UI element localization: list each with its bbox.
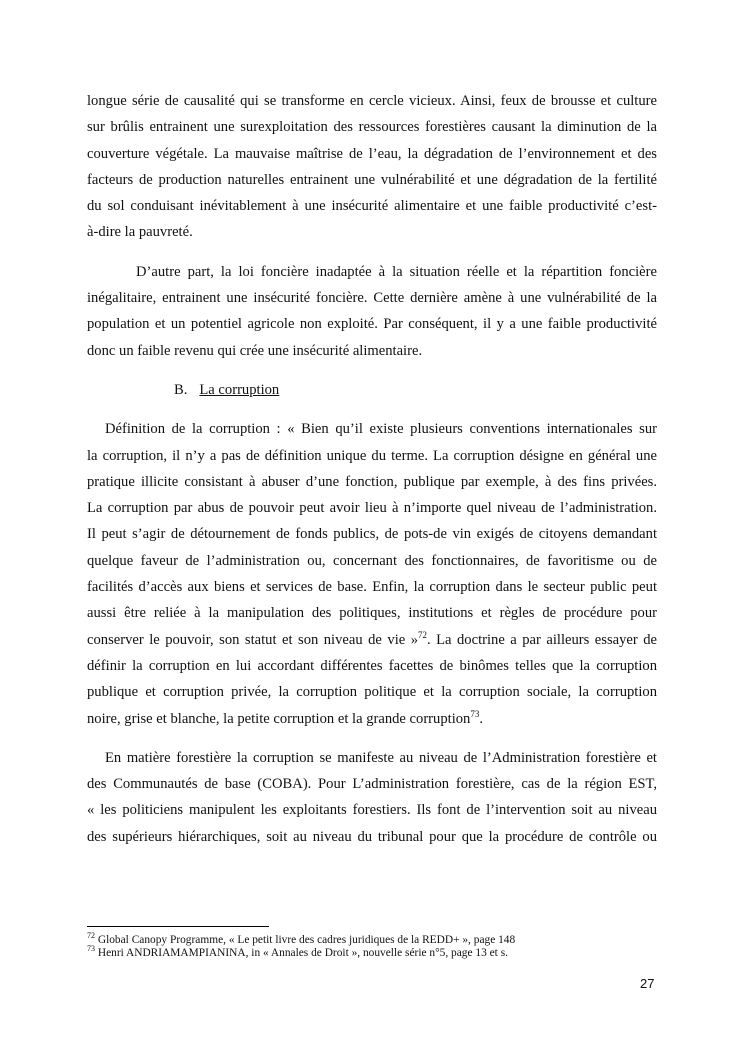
- text-line: [87, 745, 657, 771]
- text-line: [87, 193, 657, 219]
- text-line: [87, 653, 657, 679]
- text-line: [87, 469, 657, 495]
- paragraph: [87, 745, 657, 850]
- text-line: [87, 311, 657, 337]
- line-text: couverture végétale. La mauvaise maîtrise de l’eau, la dégradation de l’environnement et des: [87, 145, 657, 162]
- line-text: Il peut s’agir de détournement de fonds publics, de pots-de vin exigés de citoyens demandant: [87, 526, 657, 543]
- line-text: En matière forestière la corruption se manifeste au niveau de l’Administration forestière et: [105, 749, 657, 766]
- section-heading: [87, 377, 657, 403]
- footnote-number: 73: [87, 944, 95, 954]
- text-line: [87, 679, 657, 705]
- text-line: [87, 771, 657, 797]
- line-text: sur brûlis entrainent une surexploitation des ressources forestières causant la diminution de la: [87, 119, 657, 136]
- line-text: population et un potentiel agricole non exploité. Par conséquent, il y a une faible productivité: [87, 316, 657, 333]
- line-text: facilités d’accès aux biens et services de base. Enfin, la corruption dans le secteur public peut: [87, 579, 657, 596]
- text-line: [87, 285, 657, 311]
- text-line: [87, 114, 657, 140]
- text-line: [87, 416, 657, 442]
- line-text: publique et corruption privée, la corruption politique et la corruption sociale, la corruption: [87, 684, 657, 701]
- line-text: à-dire la pauvreté.: [87, 224, 193, 241]
- line-text: . La doctrine a par ailleurs essayer de: [427, 631, 657, 648]
- text-line: [87, 824, 657, 850]
- text-line: [87, 259, 657, 285]
- line-text: facteurs de production naturelles entrainent une vulnérabilité et une dégradation de la fertilité: [87, 171, 657, 188]
- line-text: inégalitaire, entrainent une insécurité foncière. Cette dernière amène à une vulnérabilité de la: [87, 290, 657, 307]
- paragraph: [87, 88, 657, 246]
- text-line: [87, 141, 657, 167]
- text-line: [87, 443, 657, 469]
- line-text: des Communautés de base (COBA). Pour L’administration forestière, cas de la région EST,: [87, 776, 657, 793]
- footnote-text: Henri ANDRIAMAMPIANINA, in « Annales de Droit », nouvelle série n°5, page 13 et s.: [95, 947, 508, 959]
- text-line: [87, 167, 657, 193]
- footnote-reference[interactable]: 73: [470, 708, 480, 719]
- heading-title: La corruption: [199, 381, 280, 398]
- line-text: pratique illicite consistant à abuser d’une fonction, publique par exemple, à des fins privées.: [87, 473, 657, 490]
- line-text: La corruption par abus de pouvoir peut avoir lieu à n’importe quel niveau de l’administration.: [87, 500, 657, 517]
- footnote-number: 72: [87, 931, 95, 941]
- footnotes: [87, 931, 667, 960]
- text-line: [87, 521, 657, 547]
- line-text: D’autre part, la loi foncière inadaptée à la situation réelle et la répartition foncière: [136, 263, 657, 280]
- footnote-text: Global Canopy Programme, « Le petit livre des cadres juridiques de la REDD+ », page 148: [95, 934, 516, 946]
- footnote-72: [87, 931, 667, 947]
- footnote-separator: [87, 926, 269, 927]
- text-line: [87, 797, 657, 823]
- line-text: longue série de causalité qui se transforme en cercle vicieux. Ainsi, feux de brousse et culture: [87, 93, 657, 109]
- line-text: Définition de la corruption : « Bien qu’il existe plusieurs conventions internationales sur: [105, 421, 657, 438]
- page-number: 27: [640, 976, 655, 991]
- text-line: [87, 88, 657, 114]
- line-text: aussi être reliée à la manipulation des politiques, institutions et règles de procédure pour: [87, 605, 657, 622]
- footnote-reference[interactable]: 72: [418, 629, 427, 640]
- line-text: quelque faveur de l’administration ou, concernant des fonctionnaires, de favoritisme ou de: [87, 552, 657, 569]
- text-line: [87, 706, 657, 732]
- text-line: [87, 627, 657, 653]
- text-line: [87, 574, 657, 600]
- paragraph: [87, 259, 657, 364]
- footnote-73: [87, 944, 667, 960]
- line-text: des supérieurs hiérarchiques, soit au niveau du tribunal pour que la procédure de contrôle ou: [87, 828, 657, 845]
- line-text: « les politiciens manipulent les exploitants forestiers. Ils font de l’intervention soit au niveau: [87, 802, 657, 819]
- line-text: .: [479, 710, 483, 727]
- text-line: [87, 495, 657, 521]
- paragraph: [87, 416, 657, 732]
- heading-number: B.: [174, 381, 188, 398]
- line-text: donc un faible revenu qui crée une insécurité alimentaire.: [87, 342, 423, 359]
- text-line: [87, 600, 657, 626]
- line-text: définir la corruption en lui accordant différentes facettes de binômes telles que la corruption: [87, 657, 657, 674]
- text-line: [87, 548, 657, 574]
- text-line: [87, 219, 657, 245]
- page-body: [87, 88, 657, 863]
- text-line: [87, 338, 657, 364]
- line-text: la corruption, il n’y a pas de définition unique du terme. La corruption désigne en général une: [87, 447, 657, 464]
- line-text: conserver le pouvoir, son statut et son niveau de vie »: [87, 631, 418, 648]
- line-text: noire, grise et blanche, la petite corruption et la grande corruption: [87, 710, 471, 727]
- line-text: du sol conduisant inévitablement à une insécurité alimentaire et une faible productivité c’est-: [87, 198, 657, 215]
